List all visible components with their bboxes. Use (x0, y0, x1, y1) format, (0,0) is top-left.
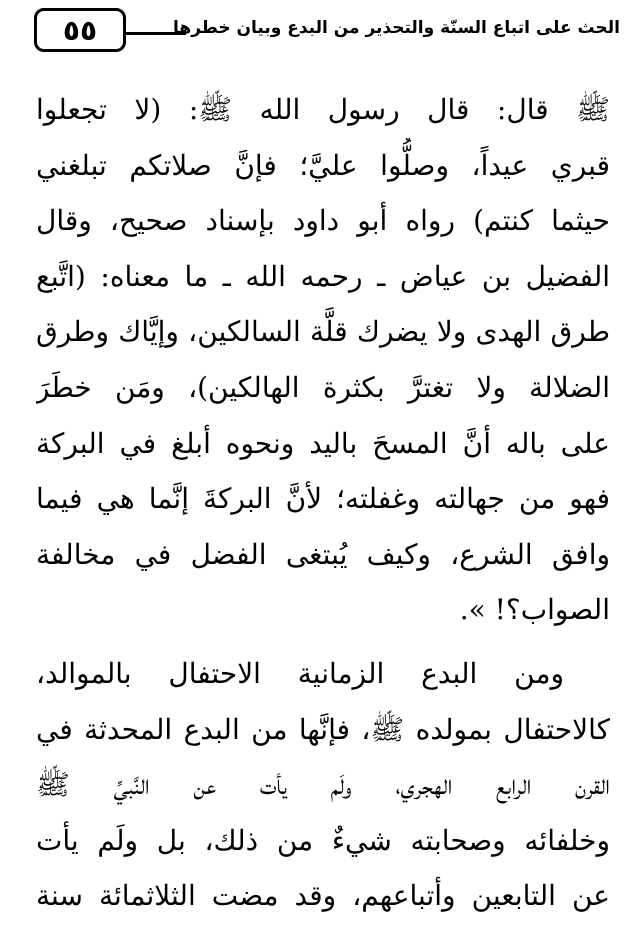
text-line: قبري عيداً، وصلُّوا عليَّ؛ فإنَّ صلاتكم تبلغني (36, 148, 610, 182)
body-text (36, 82, 610, 924)
text-line: الضلالة ولا تغترَّ بكثرة الهالكين)، ومَن خطَرَ (36, 370, 610, 404)
text-line: الفضيل بن عياض ـ رحمه الله ـ ما معناه: (اتَّبع (36, 259, 610, 293)
text-line: ﷺ قال: قال رسول الله ﷺ: (لا تجعلوا (36, 93, 610, 126)
page-header (16, 8, 624, 54)
page-number: ٥٥ (34, 8, 126, 52)
text-line: طرق الهدى ولا يضرك قلَّة السالكين، وإيَّاك وطرق (36, 315, 610, 349)
text-line: فهو من جهالته وغفلته؛ لأنَّ البركةَ إنَّما هي فيما (36, 482, 610, 516)
text-line: وخلفائه وصحابته شيءٌ من ذلك، بل ولَم يأت (36, 823, 610, 857)
text-line: حيثما كنتم) رواه أبو داود بإسناد صحيح، وقال (36, 204, 610, 238)
running-title: الحث على اتباع السنّة والتحذير من البدع وبيان خطرها (173, 18, 620, 38)
text-line: كالاحتفال بمولده ﷺ، فإنَّها من البدع المحدثة في (36, 712, 610, 746)
text-line: عن التابعين وأتباعهم، وقد مضت الثلاثمائة سنة (36, 879, 610, 913)
text-line: على باله أنَّ المسحَ باليد ونحوه أبلغ في البركة (36, 426, 610, 460)
text-line: ومن البدع الزمانية الاحتفال بالموالد، (36, 656, 564, 690)
text-line: القرن الرابع الهجري، ولَم يأت عن النَّبيِّ ﷺ (36, 768, 610, 802)
text-line: الصواب؟! ». (459, 593, 610, 627)
text-line: وافق الشرع، وكيف يُبتغى الفضل في مخالفة (36, 537, 610, 571)
paragraph-gap (36, 638, 610, 646)
